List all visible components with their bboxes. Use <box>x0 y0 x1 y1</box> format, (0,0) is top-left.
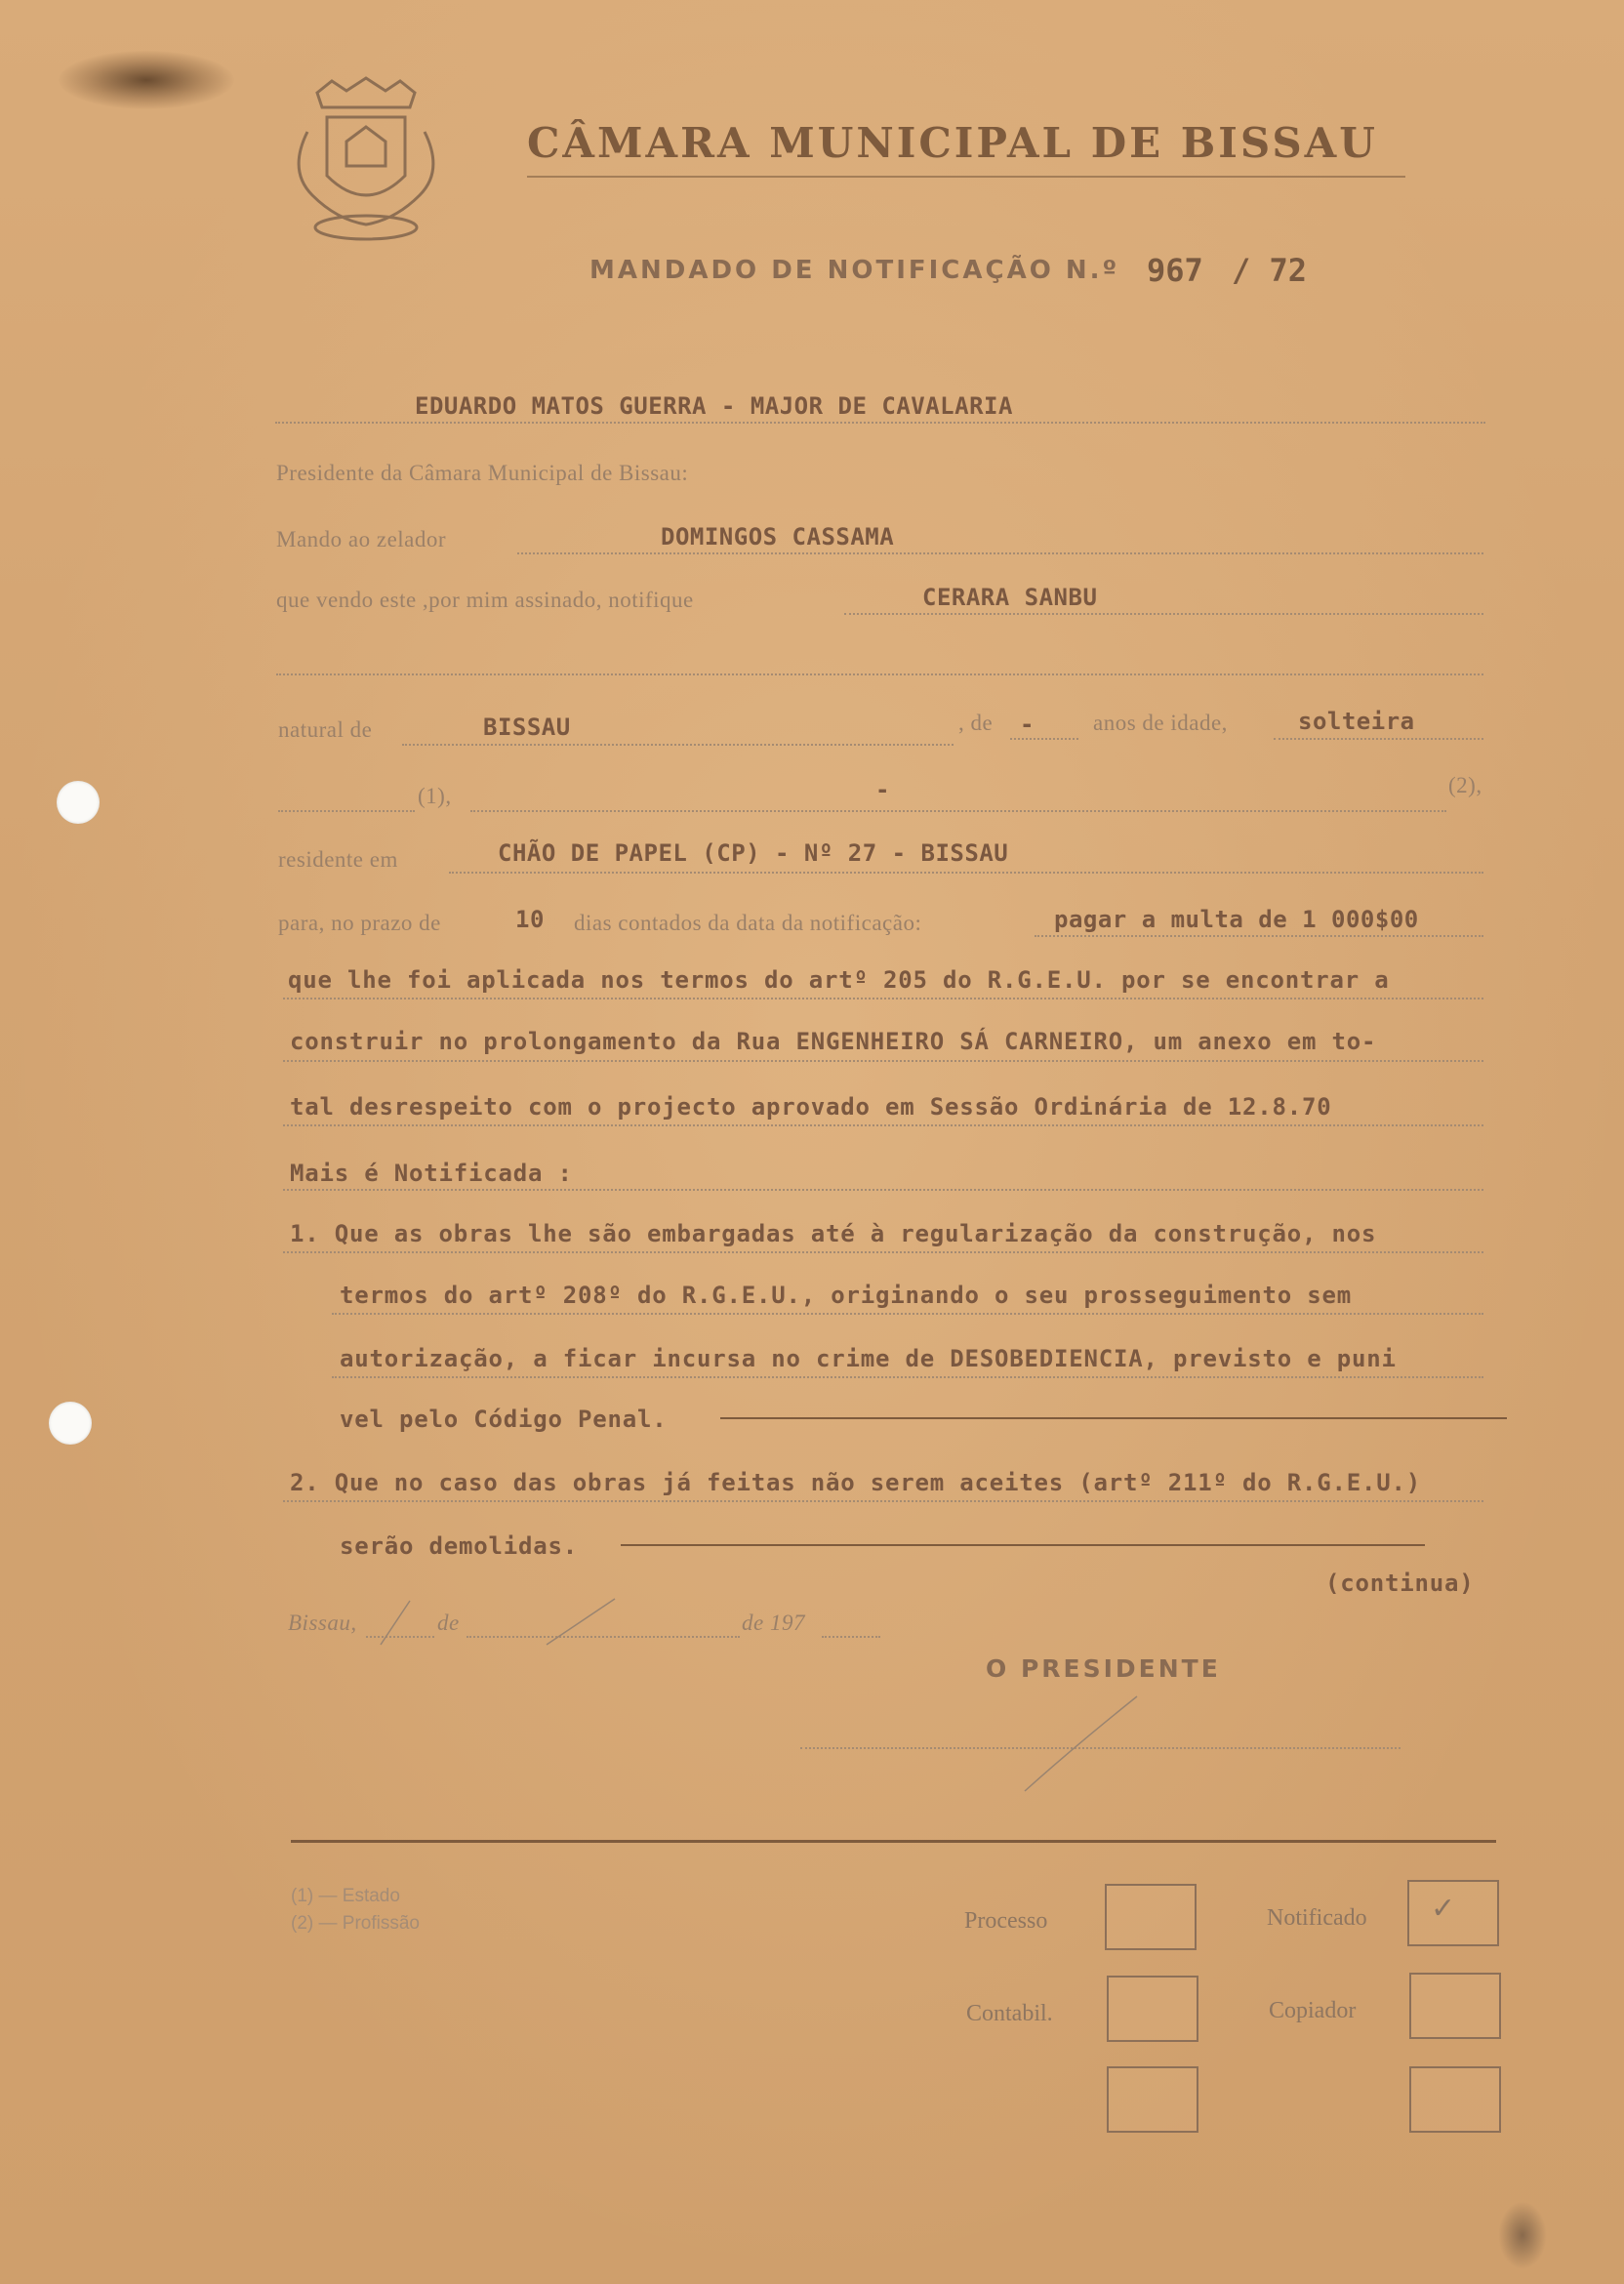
prazo-label-1: para, no prazo de <box>278 911 441 935</box>
signature-place: Bissau, <box>288 1611 357 1635</box>
estado-line <box>1274 738 1483 740</box>
notification-year: / 72 <box>1232 252 1308 289</box>
issuer-role: Presidente da Câmara Municipal de Bissau: <box>276 461 689 485</box>
notification-title: MANDADO DE NOTIFICAÇÃO N.º <box>589 256 1120 285</box>
prazo-days: 10 <box>515 906 545 933</box>
fill-dash <box>621 1544 1425 1546</box>
burn-stain <box>59 51 234 109</box>
body-line: termos do artº 208º do R.G.E.U., originando o seu prosseguimento sem <box>340 1282 1352 1309</box>
copiador-box <box>1409 1973 1501 2039</box>
processo-label: Processo <box>964 1908 1048 1934</box>
prazo-line <box>1035 935 1483 937</box>
blank-line <box>276 673 1483 675</box>
municipal-title: CÂMARA MUNICIPAL DE BISSAU <box>527 119 1378 167</box>
natural-value: BISSAU <box>483 714 571 741</box>
signature-de-1: de <box>437 1611 460 1635</box>
de-label: , de <box>958 711 994 735</box>
mark-2: (2), <box>1448 773 1482 797</box>
age-line <box>1010 738 1078 740</box>
notify-name: CERARA SANBU <box>922 584 1098 611</box>
body-rule <box>283 998 1483 999</box>
estado-value: solteira <box>1298 708 1415 735</box>
issuer-line <box>275 422 1485 424</box>
continua-note: (continua) <box>1325 1570 1475 1597</box>
body-rule <box>283 1124 1483 1126</box>
signature-de-2: de 197 <box>742 1611 805 1635</box>
body-rule <box>332 1313 1483 1315</box>
body-rule <box>283 1500 1483 1502</box>
profession-line <box>470 810 1446 812</box>
footer-rule <box>291 1840 1496 1843</box>
prazo-value: pagar a multa de 1 000$00 <box>1054 906 1419 933</box>
body-line: serão demolidas. <box>340 1532 578 1560</box>
estado-blank-line <box>278 810 415 812</box>
residente-label: residente em <box>278 847 398 872</box>
body-line: vel pelo Código Penal. <box>340 1406 668 1433</box>
punch-hole-top <box>57 781 100 824</box>
body-rule <box>283 1251 1483 1253</box>
age-label: anos de idade, <box>1093 711 1228 735</box>
fill-dash <box>720 1417 1507 1419</box>
natural-line <box>402 744 954 746</box>
notify-line <box>844 613 1483 615</box>
body-line: construir no prolongamento da Rua ENGENHEIRO SÁ CARNEIRO, um anexo em to- <box>290 1028 1377 1055</box>
punch-hole-bottom <box>49 1402 92 1445</box>
body-line: que lhe foi aplicada nos termos do artº 205 do R.G.E.U. por se encontrar a <box>288 966 1390 994</box>
signature-stroke <box>1015 1689 1152 1796</box>
body-line: Mais é Notificada : <box>290 1160 573 1187</box>
body-line: tal desrespeito com o projecto aprovado em Sessão Ordinária de 12.8.70 <box>290 1093 1332 1121</box>
footnote-estado: (1) — Estado <box>291 1886 400 1906</box>
residente-value: CHÃO DE PAPEL (CP) - Nº 27 - BISSAU <box>498 839 1009 867</box>
body-line: 2. Que no caso das obras já feitas não serem aceites (artº 211º do R.G.E.U.) <box>290 1469 1421 1496</box>
body-line: 1. Que as obras lhe são embargadas até à regularização da construção, nos <box>290 1220 1377 1247</box>
notification-number: 967 <box>1147 252 1203 289</box>
body-line: autorização, a ficar incursa no crime de DESOBEDIENCIA, previsto e puni <box>340 1345 1397 1372</box>
zelador-name: DOMINGOS CASSAMA <box>661 523 895 551</box>
notificado-check-icon: ✓ <box>1431 1892 1456 1926</box>
prazo-label-2: dias contados da data da notificação: <box>574 911 922 935</box>
natural-label: natural de <box>278 717 373 742</box>
body-rule <box>283 1189 1483 1191</box>
contabil-box <box>1107 1976 1198 2042</box>
contabil-label: Contabil. <box>966 2001 1053 2026</box>
mark-1: (1), <box>418 784 452 808</box>
dark-spot <box>1498 2201 1547 2269</box>
notificado-box <box>1407 1880 1499 1946</box>
zelador-label: Mando ao zelador <box>276 527 447 551</box>
copiador-label: Copiador <box>1269 1998 1357 2023</box>
profession-value: - <box>875 776 890 803</box>
age-value: - <box>1020 711 1035 738</box>
signature-year-line <box>822 1636 880 1638</box>
coat-of-arms-emblem <box>278 73 454 249</box>
president-title: O PRESIDENTE <box>986 1654 1221 1683</box>
residente-line <box>449 872 1483 874</box>
blank-box-right <box>1409 2066 1501 2133</box>
title-rule <box>527 176 1405 178</box>
body-rule <box>283 1060 1483 1062</box>
date-strokes <box>371 1591 625 1650</box>
processo-box <box>1105 1884 1197 1950</box>
footnote-profissao: (2) — Profissão <box>291 1913 420 1934</box>
body-rule <box>332 1376 1483 1378</box>
notify-label: que vendo este ,por mim assinado, notifique <box>276 588 694 612</box>
issuer-name: EDUARDO MATOS GUERRA - MAJOR DE CAVALARIA <box>415 392 1013 420</box>
blank-box-left <box>1107 2066 1198 2133</box>
notificado-label: Notificado <box>1267 1905 1367 1931</box>
zelador-line <box>517 552 1483 554</box>
